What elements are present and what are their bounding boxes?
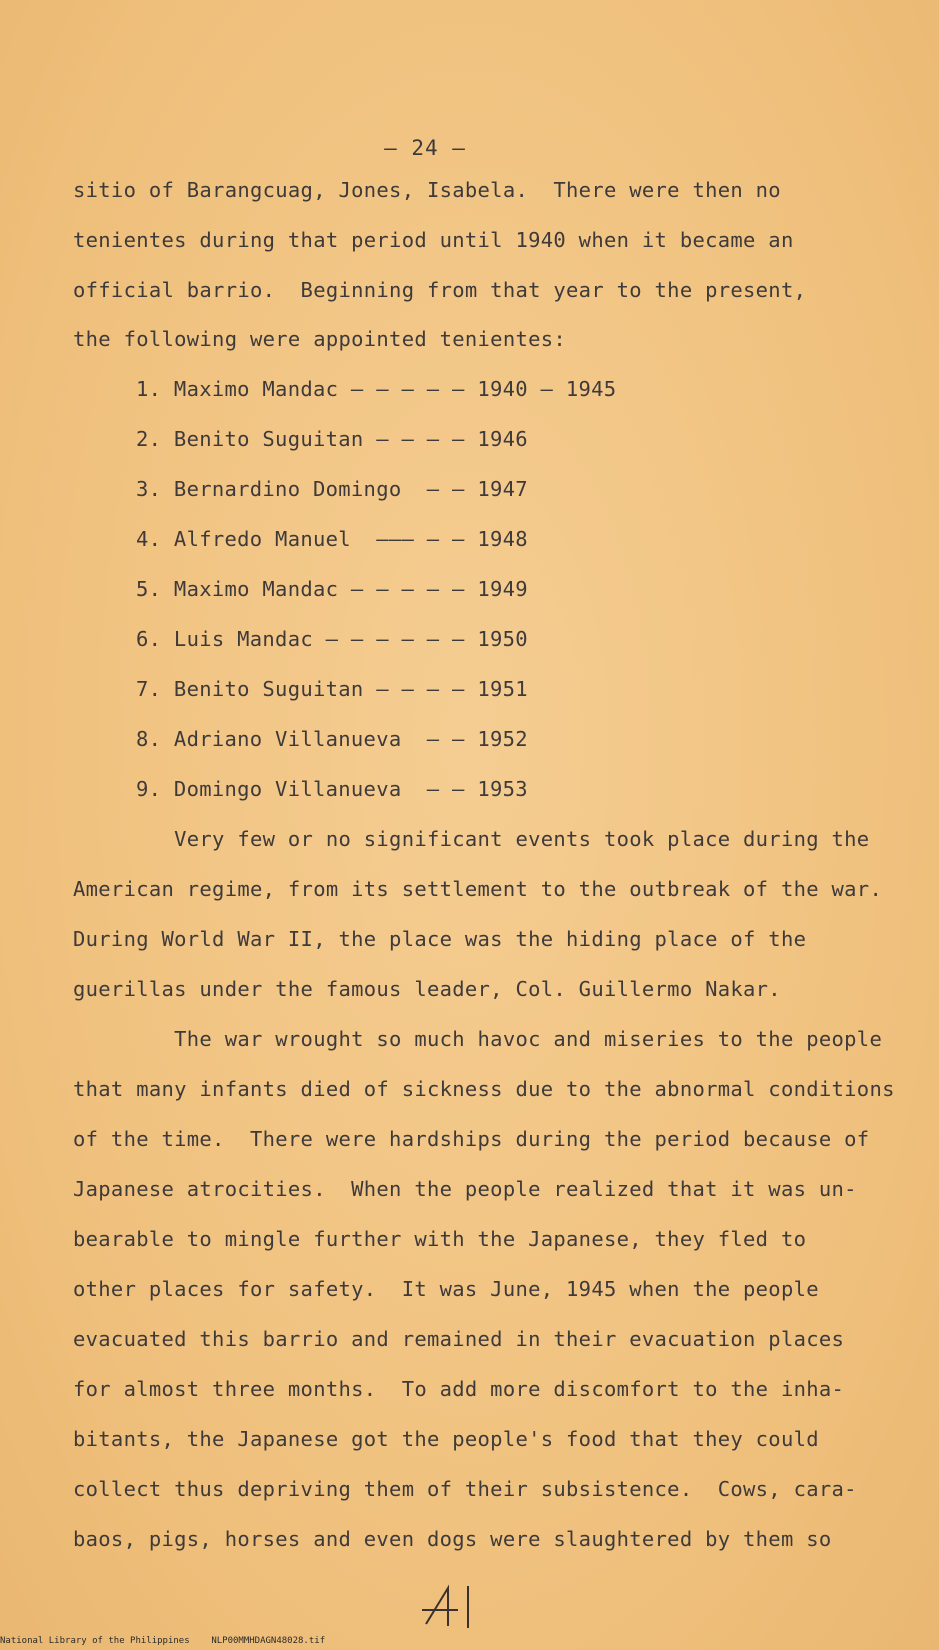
teniente-list-item: 8. Adriano Villanueva – – 1952 [136,727,528,751]
teniente-list-item: 7. Benito Suguitan – – – – 1951 [136,677,528,701]
text-line: bearable to mingle further with the Japanese, they fled to [73,1227,807,1251]
text-line: evacuated this barrio and remained in their evacuation places [73,1327,845,1351]
archive-footer: National Library of the Philippines NLP00MMHDAGN48028.tif [0,1636,326,1646]
teniente-list-item: 4. Alfredo Manuel ––– – – 1948 [136,527,528,551]
text-line: official barrio. Beginning from that year to the present, [73,278,807,302]
handwritten-page-number [418,1580,488,1632]
teniente-list-item: 3. Bernardino Domingo – – 1947 [136,477,528,501]
page-number: – 24 – [384,136,466,160]
text-line: of the time. There were hardships during the period because of [73,1127,870,1151]
text-line: guerillas under the famous leader, Col. Guillermo Nakar. [73,977,781,1001]
teniente-list-item: 9. Domingo Villanueva – – 1953 [136,777,528,801]
text-line: During World War II, the place was the hiding place of the [73,927,807,951]
text-line: The war wrought so much havoc and miseries to the people [73,1027,883,1051]
text-line: Very few or no significant events took place during the [73,827,870,851]
teniente-list-item: 1. Maximo Mandac – – – – – 1940 – 1945 [136,377,617,401]
text-line: tenientes during that period until 1940 when it became an [73,228,794,252]
teniente-list-item: 5. Maximo Mandac – – – – – 1949 [136,577,528,601]
text-line: Japanese atrocities. When the people realized that it was un- [73,1177,857,1201]
text-line: other places for safety. It was June, 1945 when the people [73,1277,819,1301]
text-line: for almost three months. To add more discomfort to the inha- [73,1377,845,1401]
text-line: collect thus depriving them of their subsistence. Cows, cara- [73,1477,857,1501]
text-line: American regime, from its settlement to the outbreak of the war. [73,877,883,901]
text-line: baos, pigs, horses and even dogs were slaughtered by them so [73,1527,832,1551]
text-line: that many infants died of sickness due to the abnormal conditions [73,1077,895,1101]
text-line: the following were appointed tenientes: [73,327,567,351]
teniente-list-item: 2. Benito Suguitan – – – – 1946 [136,427,528,451]
teniente-list-item: 6. Luis Mandac – – – – – – 1950 [136,627,528,651]
text-line: bitants, the Japanese got the people's food that they could [73,1427,819,1451]
text-line: sitio of Barangcuag, Jones, Isabela. There were then no [73,178,781,202]
